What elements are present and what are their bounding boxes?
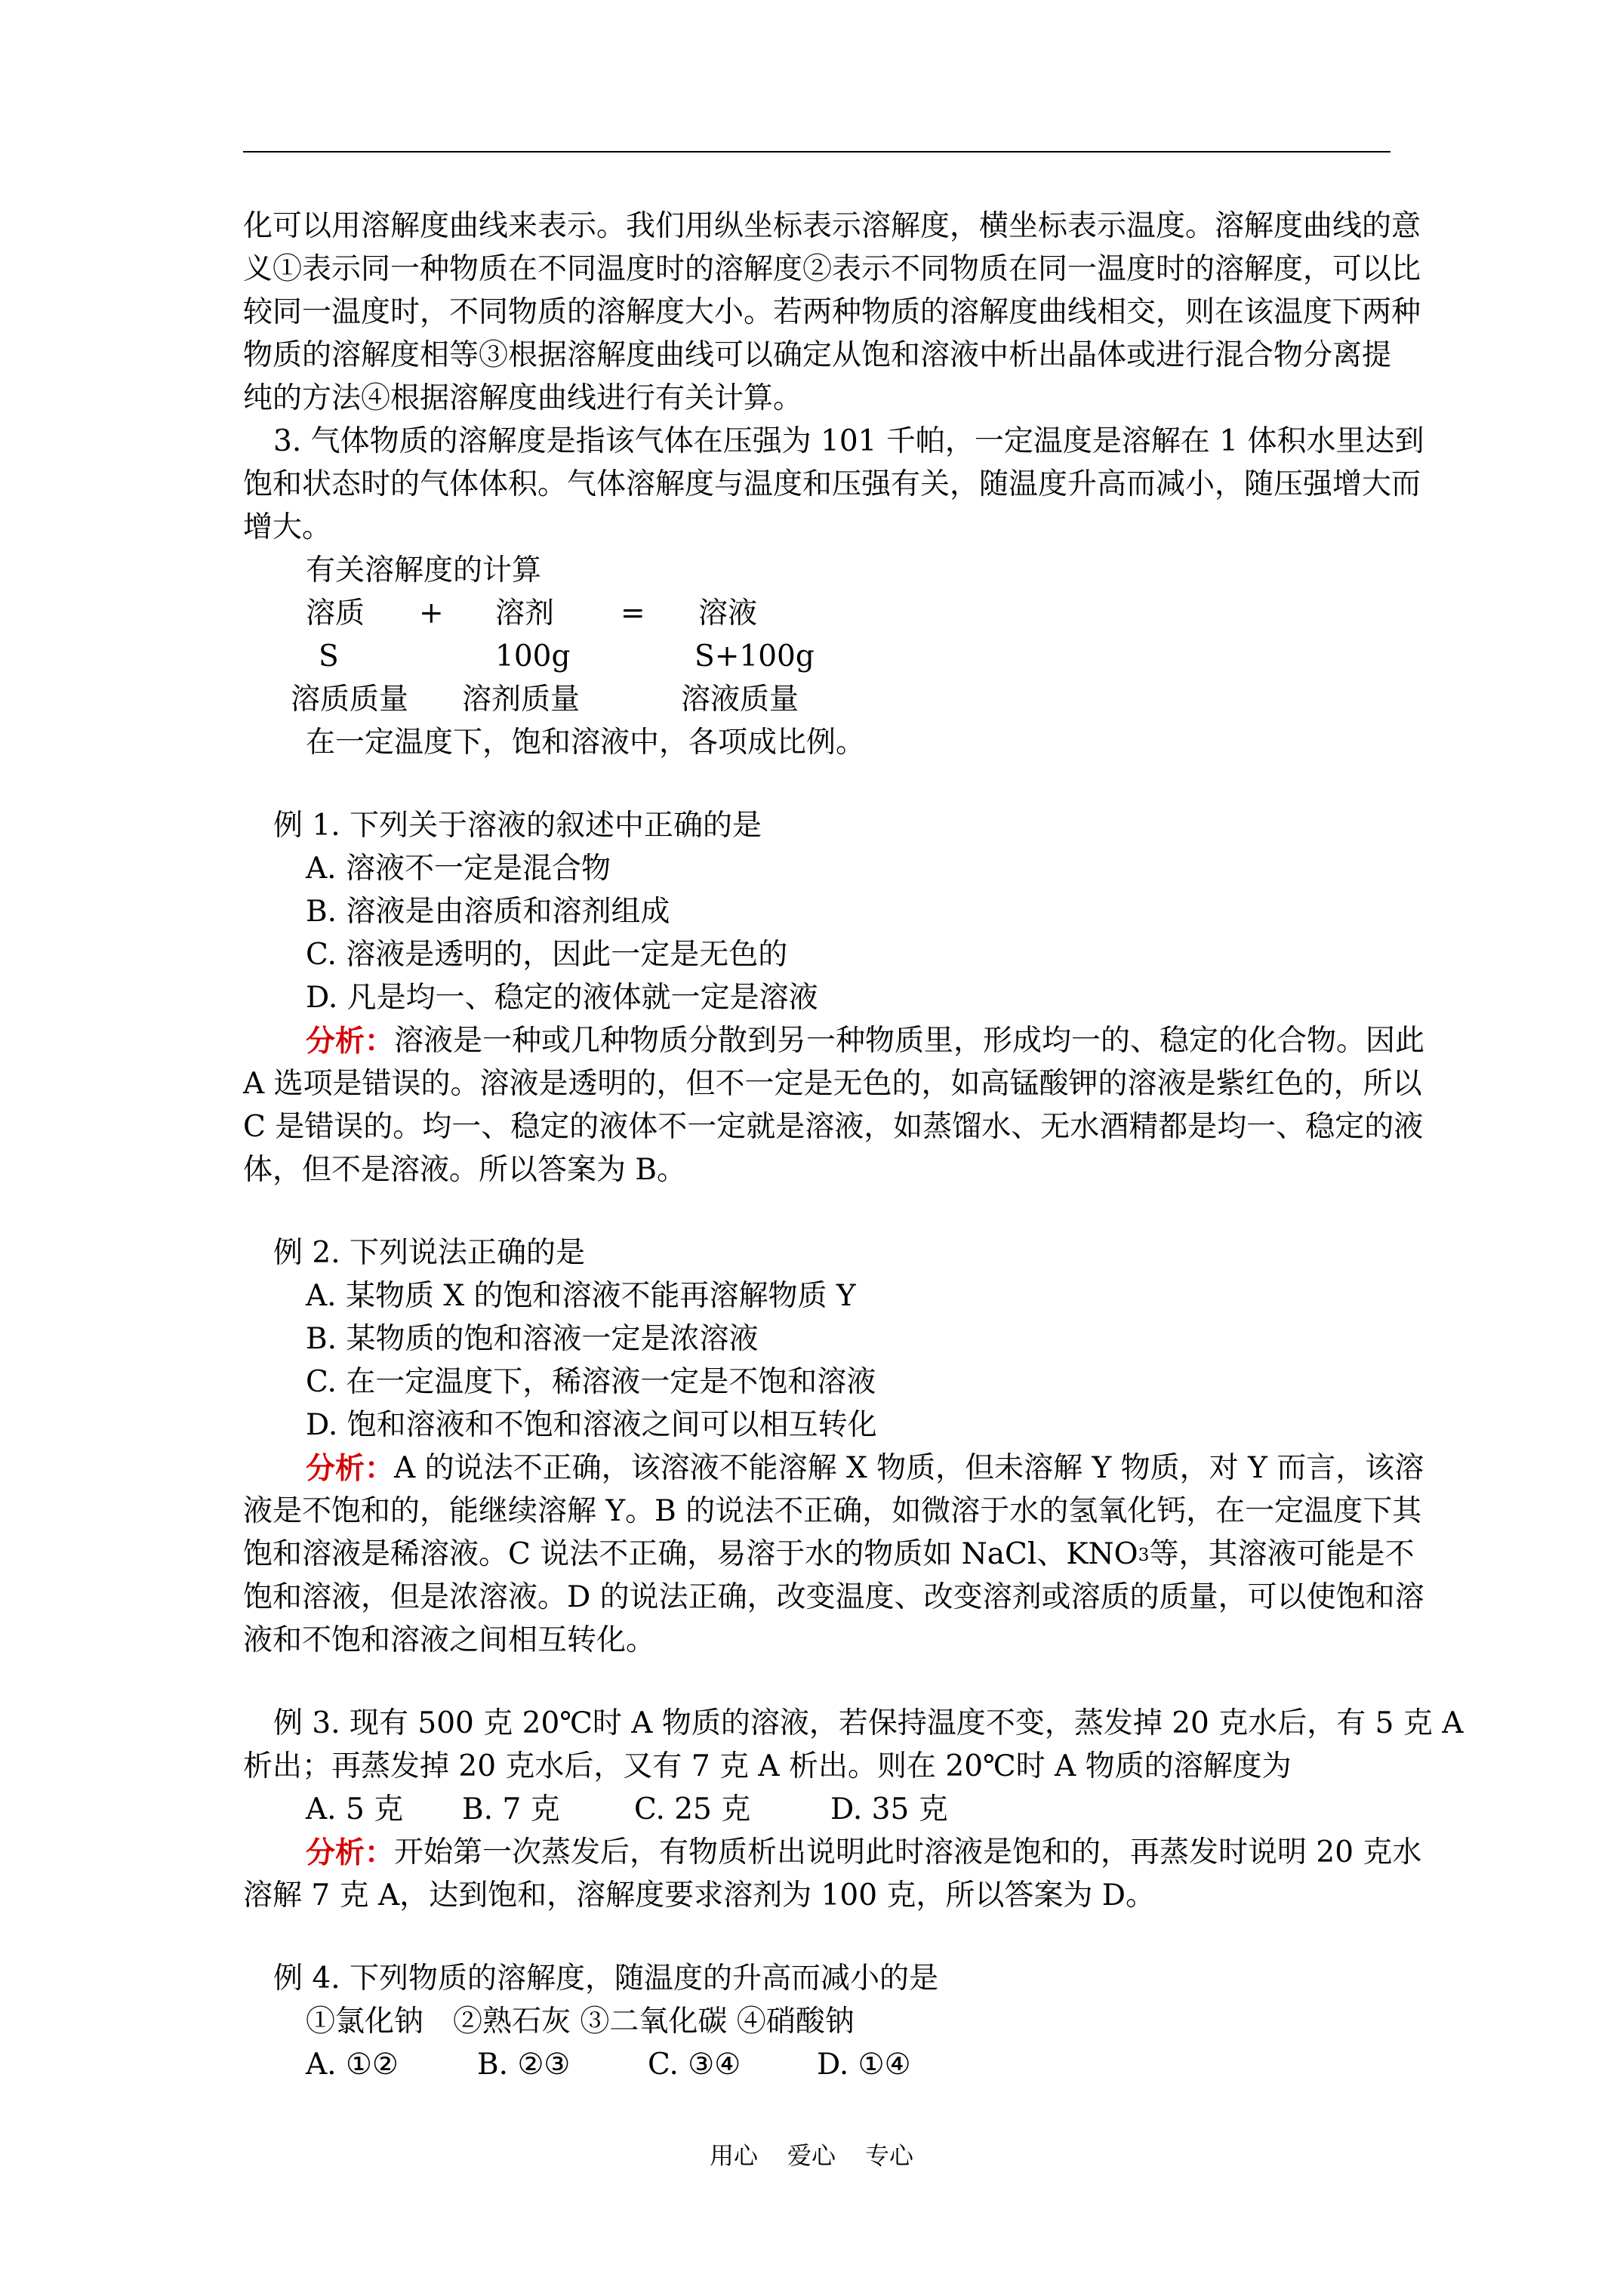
- ex2-analysis-first: [306, 1450, 1424, 1487]
- ex1-analysis-line: 体，但不是溶液。所以答案为 B。: [243, 1153, 687, 1187]
- ex1-option-a: A. 溶液不一定是混合物: [306, 852, 611, 886]
- subscript: 3: [1138, 1544, 1150, 1565]
- ex1-option-d: D. 凡是均一、稳定的液体就一定是溶液: [306, 981, 818, 1015]
- ex2-option-b: B. 某物质的饱和溶液一定是浓溶液: [306, 1322, 759, 1356]
- intro-line: 纯的方法④根据溶解度曲线进行有关计算。: [243, 381, 803, 415]
- analysis-text: A 的说法不正确，该溶液不能溶解 X 物质，但未溶解 Y 物质，对 Y 而言，该溶: [394, 1451, 1424, 1485]
- analysis-label: 分析：: [306, 1024, 395, 1059]
- ex2-analysis-line: 液是不饱和的，能继续溶解 Y。B 的说法不正确，如微溶于水的氢氧化钙，在一定温度下其: [243, 1494, 1422, 1528]
- ex2-analysis-line: 饱和溶液，但是浓溶液。D 的说法正确，改变温度、改变溶剂或溶质的质量，可以使饱和溶: [243, 1580, 1424, 1614]
- ex1-analysis-first: [306, 1023, 1425, 1059]
- analysis-label: 分析：: [306, 1451, 395, 1486]
- ex3-option-c: C. 25 克: [634, 1792, 751, 1826]
- ex4-option-a: A. ①②: [306, 2048, 399, 2082]
- ex3-analysis-line: 溶解 7 克 A，达到饱和，溶解度要求溶剂为 100 克，所以答案为 D。: [243, 1878, 1156, 1912]
- intro-line: 物质的溶解度相等③根据溶解度曲线可以确定从饱和溶液中析出晶体或进行混合物分离提: [243, 338, 1392, 372]
- ex3-option-d: D. 35 克: [830, 1792, 948, 1826]
- ex3-question-cont: 析出；再蒸发掉 20 克水后，又有 7 克 A 析出。则在 20℃时 A 物质的溶解度为: [243, 1749, 1292, 1783]
- point3-line: 增大。: [243, 510, 332, 544]
- analysis-text-tail: 等，其溶液可能是不: [1149, 1537, 1415, 1571]
- calc-note: 在一定温度下，饱和溶液中，各项成比例。: [306, 726, 866, 760]
- analysis-text: 开始第一次蒸发后，有物质析出说明此时溶液是饱和的，再蒸发时说明 20 克水: [394, 1835, 1422, 1869]
- ex1-analysis-line: A 选项是错误的。溶液是透明的，但不一定是无色的，如高锰酸钾的溶液是紫红色的，所以: [243, 1067, 1422, 1101]
- analysis-text: 溶液是一种或几种物质分散到另一种物质里，形成均一的、稳定的化合物。因此: [394, 1024, 1425, 1058]
- ex3-option-a: A. 5 克: [306, 1792, 404, 1826]
- ex3-analysis-first: [306, 1835, 1422, 1871]
- ex2-question: 例 2. 下列说法正确的是: [273, 1236, 586, 1270]
- page-footer: 用心 爱心 专心: [710, 2141, 913, 2170]
- ex2-option-d: D. 饱和溶液和不饱和溶液之间可以相互转化: [306, 1408, 877, 1442]
- ex1-question: 例 1. 下列关于溶液的叙述中正确的是: [273, 809, 762, 843]
- ex4-option-c: C. ③④: [648, 2048, 741, 2082]
- calc-solution-mass: 溶液质量: [681, 683, 799, 717]
- ex4-option-b: B. ②③: [477, 2048, 571, 2082]
- ex4-question: 例 4. 下列物质的溶解度，随温度的升高而减小的是: [273, 1962, 939, 1996]
- calc-solution: 溶液: [698, 596, 758, 630]
- calc-solvent-mass: 溶剂质量: [462, 683, 581, 717]
- point3-line: 饱和状态时的气体体积。气体溶解度与温度和压强有关，随温度升高而减小，随压强增大而: [243, 467, 1421, 501]
- calc-title: 有关溶解度的计算: [306, 553, 542, 587]
- intro-line: 化可以用溶解度曲线来表示。我们用纵坐标表示溶解度，横坐标表示温度。溶解度曲线的意: [243, 209, 1421, 243]
- ex3-question: 例 3. 现有 500 克 20℃时 A 物质的溶液，若保持温度不变，蒸发掉 20 克水后，有 5 克 A: [273, 1706, 1464, 1740]
- ex2-analysis-line: [243, 1536, 1415, 1573]
- ex2-option-a: A. 某物质 X 的饱和溶液不能再溶解物质 Y: [306, 1279, 856, 1313]
- calc-solvent: 溶剂: [495, 596, 555, 630]
- calc-equals: =: [621, 596, 645, 630]
- intro-line: 义①表示同一种物质在不同温度时的溶解度②表示不同物质在同一温度时的溶解度，可以比: [243, 252, 1421, 286]
- ex2-analysis-line: 液和不饱和溶液之间相互转化。: [243, 1623, 656, 1657]
- calc-solute-mass: 溶质质量: [291, 683, 409, 717]
- intro-line: 较同一温度时，不同物质的溶解度大小。若两种物质的溶解度曲线相交，则在该温度下两种: [243, 295, 1421, 329]
- analysis-label: 分析：: [306, 1835, 395, 1870]
- ex1-option-b: B. 溶液是由溶质和溶剂组成: [306, 895, 670, 929]
- calc-s: S: [319, 639, 339, 673]
- ex1-analysis-line: C 是错误的。均一、稳定的液体不一定就是溶液，如蒸馏水、无水酒精都是均一、稳定的液: [243, 1110, 1424, 1144]
- analysis-text: 饱和溶液是稀溶液。C 说法不正确，易溶于水的物质如 NaCl、KNO: [243, 1537, 1138, 1571]
- calc-s-plus-100g: S+100g: [694, 639, 815, 673]
- ex4-option-d: D. ①④: [817, 2048, 911, 2082]
- ex2-option-c: C. 在一定温度下，稀溶液一定是不饱和溶液: [306, 1365, 876, 1399]
- point3-line: 3. 气体物质的溶解度是指该气体在压强为 101 千帕，一定温度是溶解在 1 体积水里达到: [273, 424, 1424, 458]
- ex1-option-c: C. 溶液是透明的，因此一定是无色的: [306, 938, 788, 972]
- calc-solute: 溶质: [306, 596, 365, 630]
- ex3-option-b: B. 7 克: [462, 1792, 560, 1826]
- header-rule: [243, 151, 1390, 153]
- ex4-items: ①氯化钠 ②熟石灰 ③二氧化碳 ④硝酸钠: [306, 2005, 855, 2039]
- calc-plus: +: [419, 596, 444, 630]
- calc-100g: 100g: [495, 639, 571, 673]
